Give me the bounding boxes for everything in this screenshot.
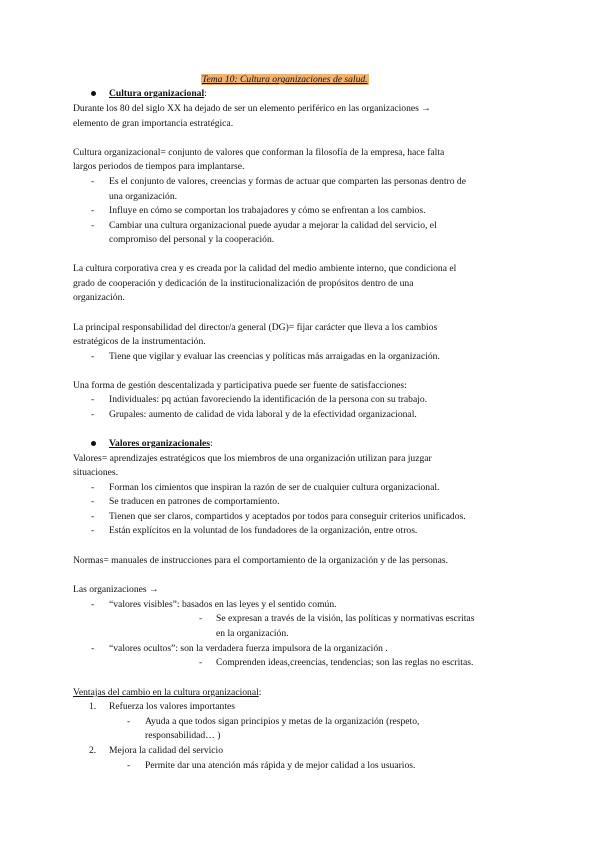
- sub-list-item: Ayuda a que todos sigan principios y metas de la organización (respeto,: [145, 716, 420, 727]
- section-heading-ventajas: Ventajas del cambio en la cultura organizacional:: [73, 687, 262, 698]
- paragraph-line: Una forma de gestión descentalizada y participativa puede ser fuente de satisfacciones:: [73, 380, 407, 391]
- dash-marker: -: [199, 657, 203, 668]
- paragraph-line: Normas= manuales de instrucciones para el comportamiento de la organización y de las personas.: [73, 555, 448, 566]
- dash-marker: -: [91, 496, 95, 507]
- list-item: Están explícitos en la voluntad de los fundadores de la organización, entre otros.: [109, 525, 418, 536]
- paragraph-line: Valores= aprendizajes estratégicos que los miembros de una organización utilizan para juzgar: [73, 453, 432, 464]
- dash-marker: -: [91, 525, 95, 536]
- dash-marker: -: [91, 176, 95, 187]
- list-number: 2.: [89, 745, 97, 756]
- list-item: Tienen que ser claros, compartidos y aceptados por todos para conseguir criterios unificados.: [109, 511, 466, 522]
- list-item: Individuales: pq actúan favoreciendo la identificación de la persona con su trabajo.: [109, 394, 428, 405]
- dash-marker: -: [91, 643, 95, 654]
- sub-list-item: responsabilidad… ): [145, 730, 221, 741]
- paragraph-line: largos periodos de tiempos para implantarse.: [73, 161, 245, 172]
- list-item: “valores visibles”: basados en las leyes y el sentido común.: [109, 599, 337, 610]
- dash-marker: -: [91, 351, 95, 362]
- list-item: Influye en cómo se comportan los trabajadores y cómo se enfrentan a los cambios.: [109, 205, 426, 216]
- list-item: Forman los cimientos que inspiran la razón de ser de cualquier cultura organizacional.: [109, 482, 440, 493]
- list-item: compromiso del personal y la cooperación.: [109, 234, 275, 245]
- dash-marker: -: [91, 394, 95, 405]
- dash-marker: -: [91, 482, 95, 493]
- list-item: Grupales: aumento de calidad de vida laboral y de la efectividad organizacional.: [109, 409, 417, 420]
- list-item: Cambiar una cultura organizacional puede ayudar a mejorar la calidad del servicio, el: [109, 220, 437, 231]
- list-item: una organización.: [109, 191, 178, 202]
- list-item: Tiene que vigilar y evaluar las creencias y políticas más arraigadas en la organización.: [109, 351, 440, 362]
- list-item: Es el conjunto de valores, creencias y formas de actuar que comparten las personas dentro de: [109, 176, 466, 187]
- dash-marker: -: [127, 716, 131, 727]
- section-heading-cultura: Cultura organizacional:: [109, 88, 207, 99]
- paragraph-line: Las organizaciones →: [73, 584, 159, 595]
- sub-list-item: Se expresan a través de la visión, las políticas y normativas escritas: [216, 613, 475, 624]
- paragraph-line: situaciones.: [73, 467, 119, 478]
- dash-marker: -: [91, 409, 95, 420]
- bullet-dot: [91, 91, 96, 96]
- page-title: Tema 10: Cultura organizaciones de salud.: [202, 74, 368, 85]
- dash-marker: -: [91, 599, 95, 610]
- list-number: 1.: [89, 701, 97, 712]
- sub-list-item: en la organización.: [216, 628, 289, 639]
- dash-marker: -: [199, 613, 203, 624]
- sub-list-item: Permite dar una atención más rápida y de mejor calidad a los usuarios.: [145, 760, 416, 771]
- dash-marker: -: [91, 511, 95, 522]
- sub-list-item: Comprenden ideas,creencias, tendencias; son las reglas no escritas.: [216, 657, 474, 668]
- paragraph-line: Durante los 80 del siglo XX ha dejado de ser un elemento periférico en las organizaciones →: [73, 103, 431, 114]
- paragraph-line: estratégicos de la instrumentación.: [73, 336, 206, 347]
- paragraph-line: Cultura organizacional= conjunto de valores que conforman la filosofía de la empresa, hace falta: [73, 147, 445, 158]
- bullet-dot: [91, 441, 96, 446]
- paragraph-line: organización.: [73, 292, 125, 303]
- dash-marker: -: [91, 220, 95, 231]
- list-item: “valores ocultos”: son la verdadera fuerza impulsora de la organización .: [109, 643, 388, 654]
- section-heading-valores: Valores organizacionales:: [109, 438, 213, 449]
- paragraph-line: elemento de gran importancia estratégica.: [73, 118, 234, 129]
- numbered-item: Mejora la calidad del servicio: [109, 745, 224, 756]
- paragraph-line: La cultura corporativa crea y es creada por la calidad del medio ambiente interno, que condiciona el: [73, 263, 457, 274]
- dash-marker: -: [127, 760, 131, 771]
- dash-marker: -: [91, 205, 95, 216]
- list-item: Se traducen en patrones de comportamiento.: [109, 496, 280, 507]
- numbered-item: Refuerza los valores importantes: [109, 701, 236, 712]
- paragraph-line: grado de cooperación y dedicación de la institucionalización de propósitos dentro de una: [73, 278, 414, 289]
- paragraph-line: La principal responsabilidad del director/a general (DG)= fijar carácter que lleva a los cambios: [73, 322, 438, 333]
